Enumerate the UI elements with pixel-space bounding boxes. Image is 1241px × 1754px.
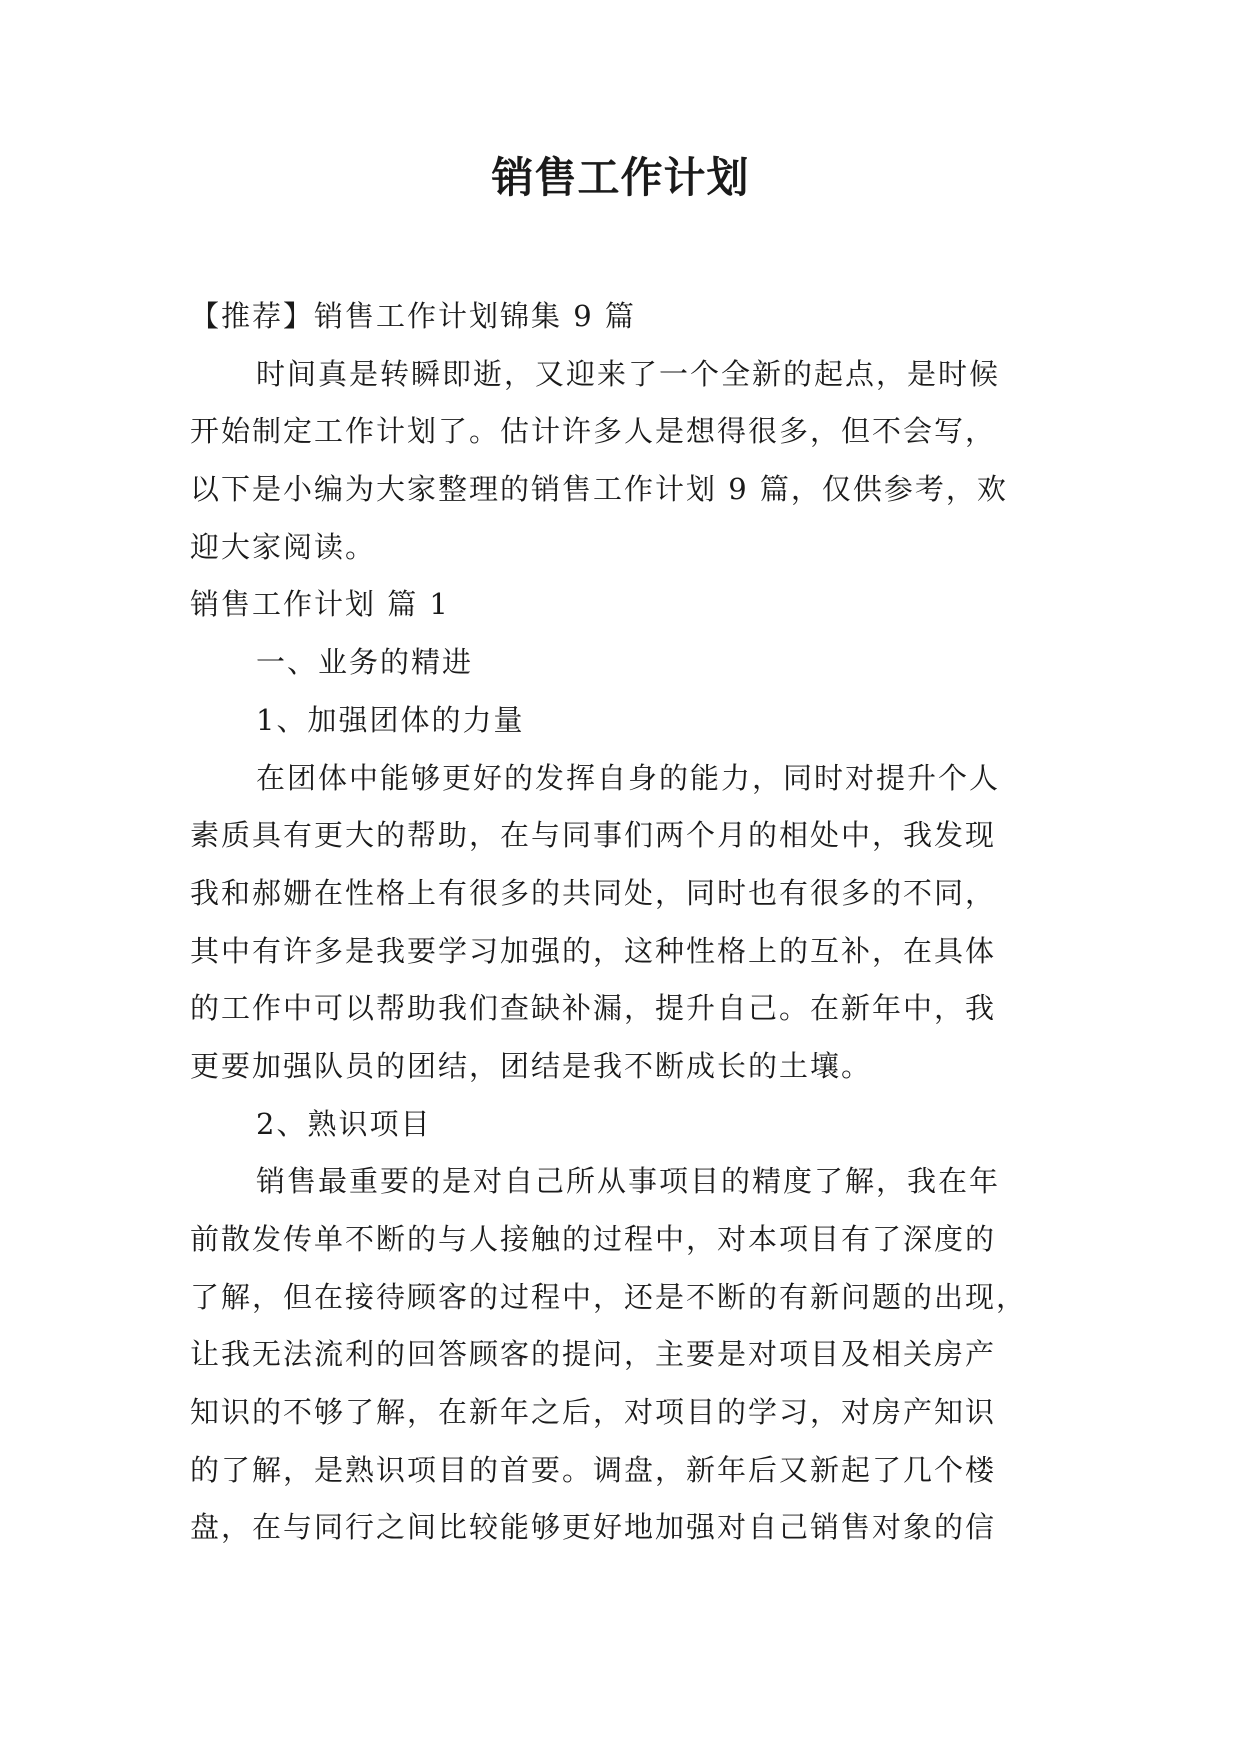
text-line: 的工作中可以帮助我们查缺补漏，提升自己。在新年中，我 bbox=[190, 991, 997, 1026]
text-line: 我和郝姗在性格上有很多的共同处，同时也有很多的不同， bbox=[190, 875, 997, 910]
text-line: 销售最重要的是对自己所从事项目的精度了解，我在年 bbox=[256, 1164, 1001, 1199]
text-line: 了解，但在接待顾客的过程中，还是不断的有新问题的出现， bbox=[190, 1279, 1028, 1314]
text-line: 盘，在与同行之间比较能够更好地加强对自己销售对象的信 bbox=[190, 1510, 997, 1545]
text-line: 以下是小编为大家整理的销售工作计划 9 篇，仅供参考，欢 bbox=[190, 472, 1008, 507]
section-heading: 销售工作计划 篇 1 bbox=[190, 587, 450, 622]
text-line: 时间真是转瞬即逝，又迎来了一个全新的起点，是时候 bbox=[256, 356, 1001, 391]
text-line: 更要加强队员的团结，团结是我不断成长的土壤。 bbox=[190, 1048, 873, 1083]
document-body bbox=[190, 288, 1070, 1557]
document-title: 销售工作计划 bbox=[491, 153, 750, 202]
text-line: 让我无法流利的回答顾客的提问，主要是对项目及相关房产 bbox=[190, 1337, 997, 1372]
text-line: 前散发传单不断的与人接触的过程中，对本项目有了深度的 bbox=[190, 1222, 997, 1256]
text-line: 迎大家阅读。 bbox=[190, 529, 377, 564]
subsection-heading: 一、业务的精进 bbox=[256, 645, 474, 680]
subsection-heading: 2、熟识项目 bbox=[256, 1106, 432, 1141]
text-line: 【推荐】销售工作计划锦集 9 篇 bbox=[190, 299, 636, 333]
text-line: 开始制定工作计划了。估计许多人是想得很多，但不会写， bbox=[190, 414, 997, 449]
text-line: 在团体中能够更好的发挥自身的能力，同时对提升个人 bbox=[256, 760, 1001, 795]
text-line: 素质具有更大的帮助，在与同事们两个月的相处中，我发现 bbox=[190, 818, 997, 853]
text-line: 的了解，是熟识项目的首要。调盘，新年后又新起了几个楼 bbox=[190, 1452, 997, 1487]
subsection-heading: 1、加强团体的力量 bbox=[256, 702, 525, 737]
text-line: 知识的不够了解，在新年之后，对项目的学习，对房产知识 bbox=[190, 1395, 997, 1430]
text-line: 其中有许多是我要学习加强的，这种性格上的互补，在具体 bbox=[190, 933, 997, 968]
